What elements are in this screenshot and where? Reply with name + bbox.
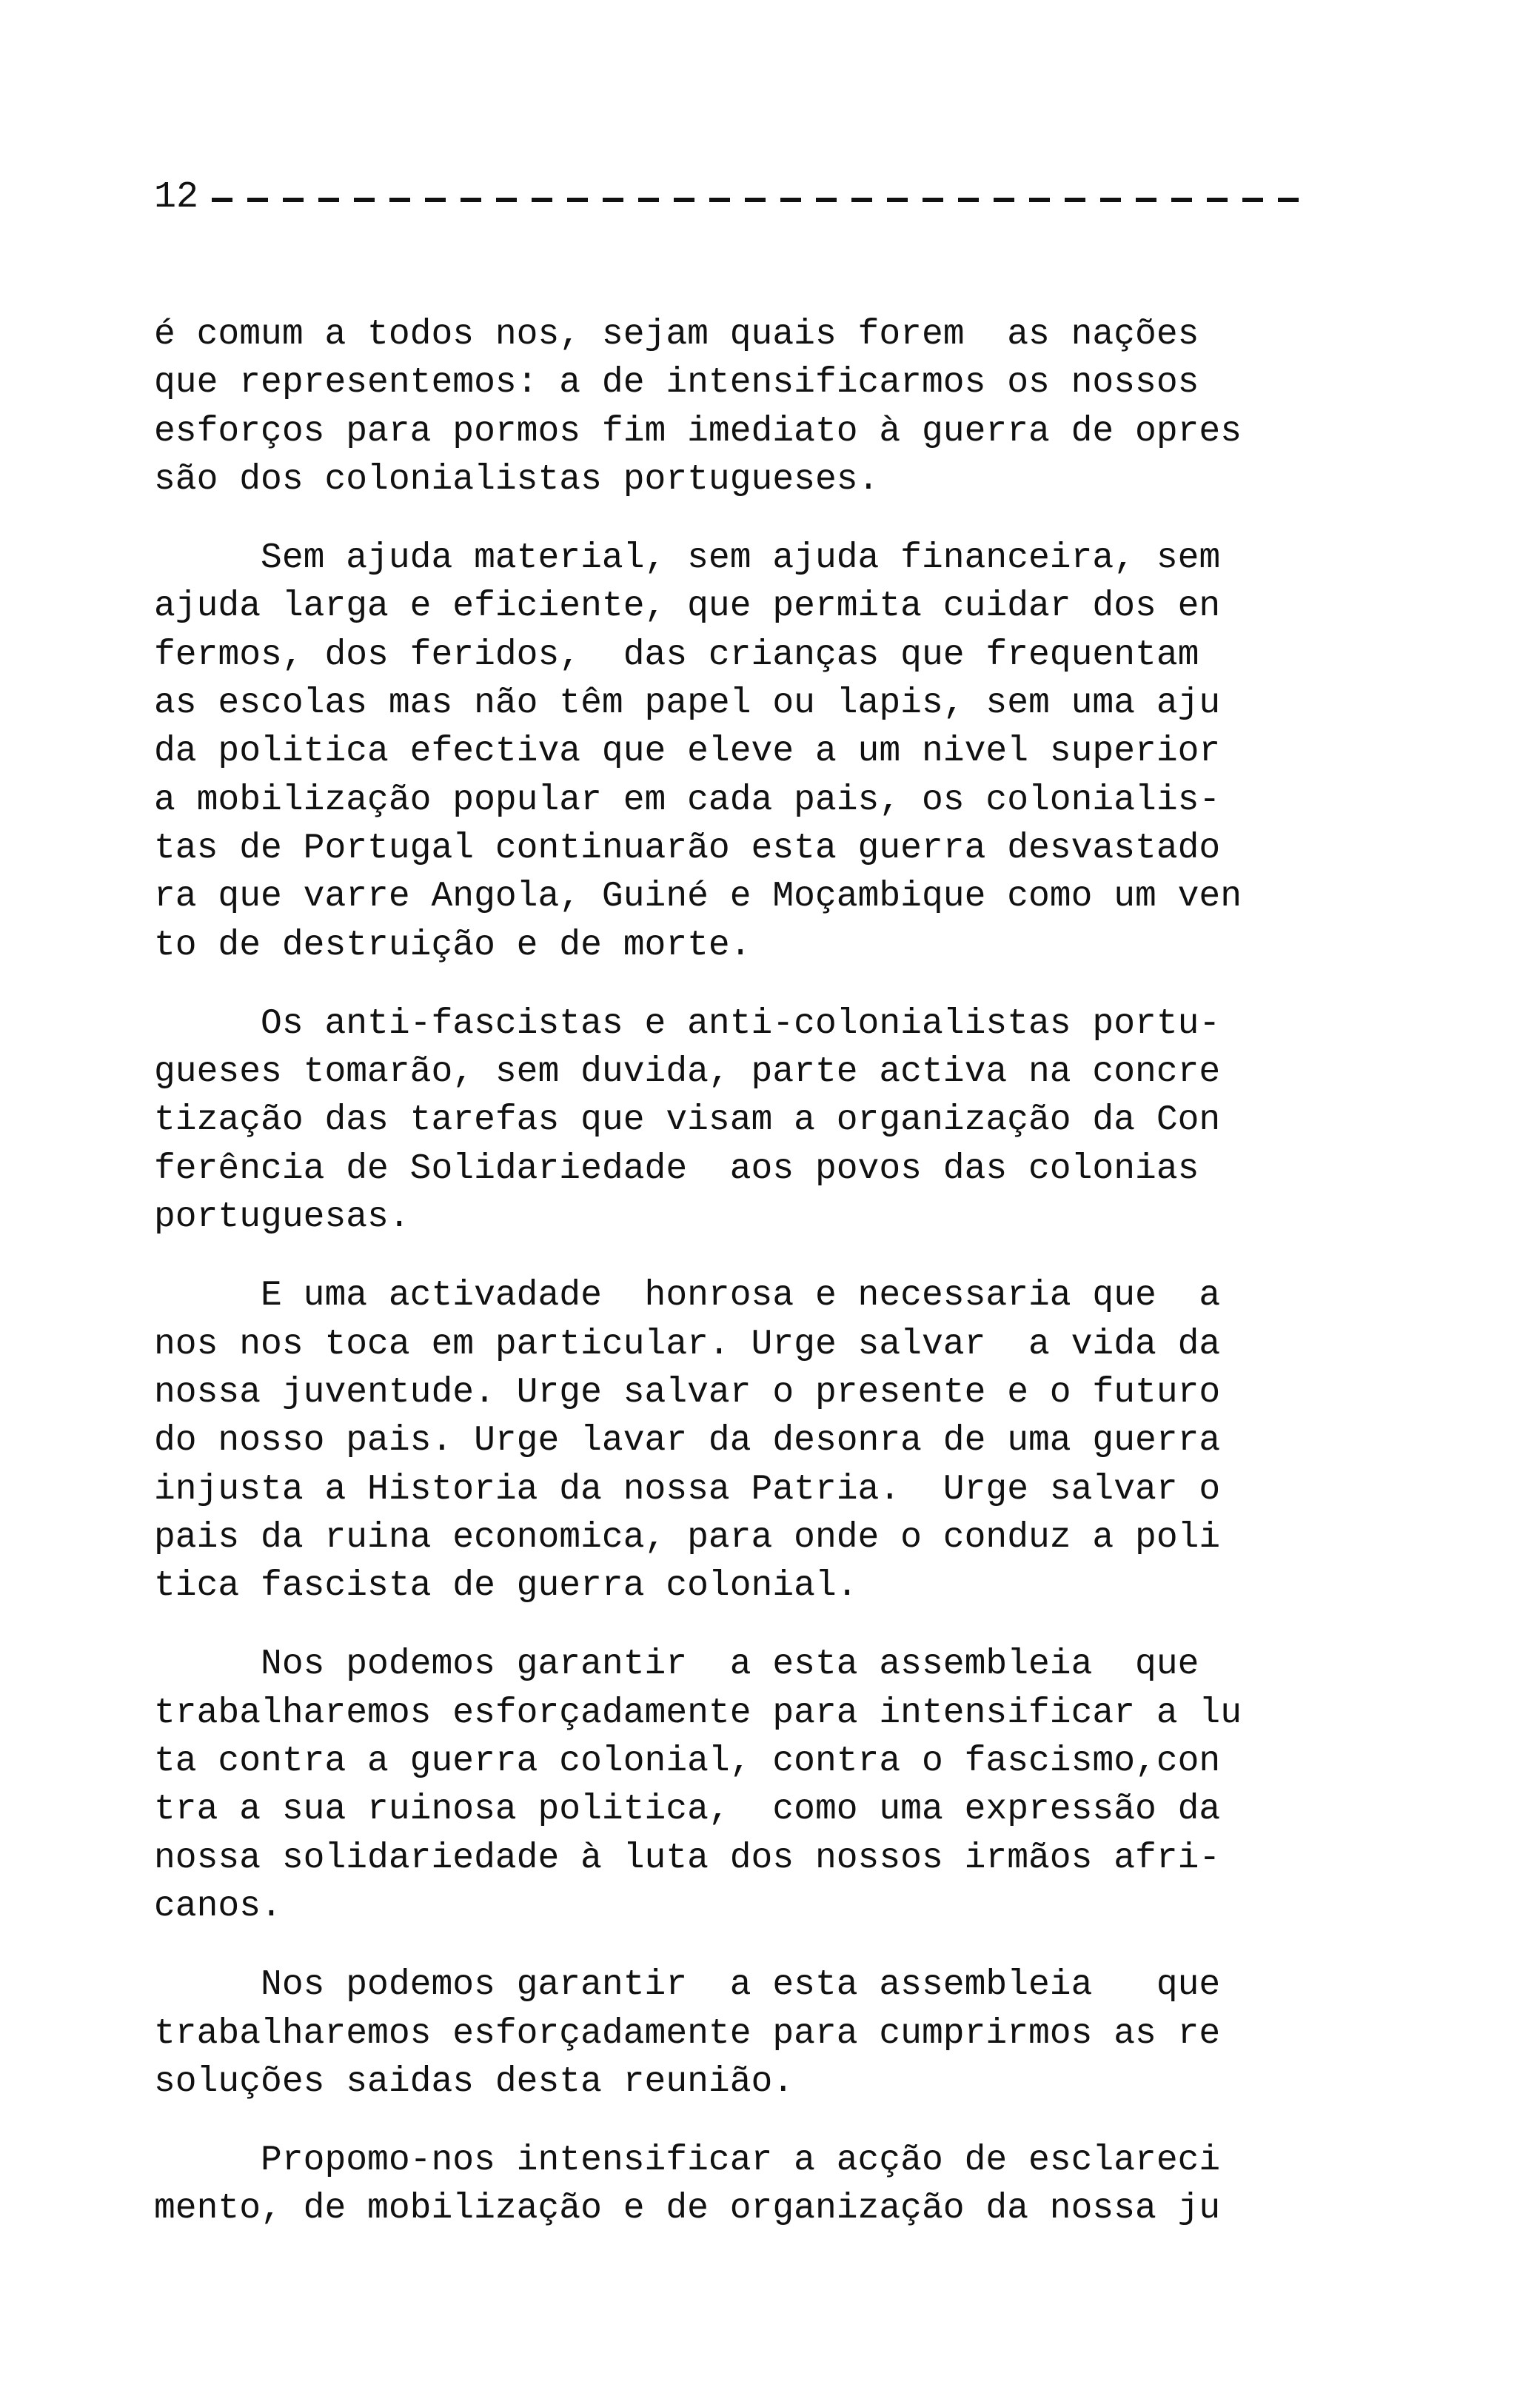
text-line: Os anti-fascistas e anti-colonialistas portu- [154, 1003, 1221, 1044]
page-number: 12 [154, 176, 199, 218]
text-line: ra que varre Angola, Guiné e Moçambique como um ven [154, 877, 1242, 917]
text-line: nossa solidariedade à luta dos nossos irmãos afri- [154, 1838, 1221, 1878]
text-line: do nosso pais. Urge lavar da desonra de uma guerra [154, 1421, 1221, 1462]
page-header [154, 172, 1309, 224]
text-line: E uma activadade honrosa e necessaria que a [154, 1276, 1221, 1316]
text-line: tização das tarefas que visam a organização da Con [154, 1100, 1221, 1141]
text-line: a mobilização popular em cada pais, os colonialis- [154, 780, 1221, 820]
text-line: que representemos: a de intensificarmos os nossos [154, 363, 1199, 404]
text-line: tra a sua ruinosa politica, como uma expressão da [154, 1790, 1221, 1830]
text-line: to de destruição e de morte. [154, 925, 751, 965]
text-line: nossa juventude. Urge salvar o presente e o futuro [154, 1372, 1221, 1413]
text-line: as escolas mas não têm papel ou lapis, sem uma aju [154, 683, 1221, 724]
text-line: portuguesas. [154, 1197, 410, 1238]
paragraph [154, 2137, 1316, 2234]
text-line: soluções saidas desta reunião. [154, 2061, 794, 2102]
text-line: trabalharemos esforçadamente para intensificar a lu [154, 1693, 1242, 1733]
paragraph [154, 1961, 1316, 2106]
text-line: fermos, dos feridos, das crianças que frequentam [154, 635, 1199, 675]
text-line: Sem ajuda material, sem ajuda financeira, sem [154, 538, 1221, 579]
paragraph [154, 1641, 1316, 1931]
text-line: da politica efectiva que eleve a um nivel superior [154, 732, 1221, 772]
text-line: tica fascista de guerra colonial. [154, 1566, 858, 1607]
text-line: tas de Portugal continuarão esta guerra desvastado [154, 828, 1221, 868]
paragraph [154, 535, 1316, 970]
text-line: mento, de mobilização e de organização da nossa ju [154, 2189, 1221, 2229]
dashed-rule [212, 198, 1309, 202]
text-line: ta contra a guerra colonial, contra o fascismo,con [154, 1741, 1221, 1782]
text-line: esforços para pormos fim imediato à guerra de opres [154, 411, 1242, 452]
text-line: canos. [154, 1886, 282, 1927]
body-text [154, 311, 1316, 2264]
paragraph [154, 1000, 1316, 1242]
text-line: trabalharemos esforçadamente para cumprirmos as re [154, 2013, 1221, 2054]
text-line: Propomo-nos intensificar a acção de esclareci [154, 2141, 1221, 2181]
text-line: são dos colonialistas portugueses. [154, 459, 880, 500]
text-line: pais da ruina economica, para onde o conduz a poli [154, 1517, 1221, 1558]
text-line: ferência de Solidariedade aos povos das colonias [154, 1148, 1199, 1189]
text-line: Nos podemos garantir a esta assembleia que [154, 1644, 1199, 1685]
text-line: nos nos toca em particular. Urge salvar a vida da [154, 1324, 1221, 1365]
text-line: é comum a todos nos, sejam quais forem as nações [154, 315, 1199, 355]
paragraph [154, 311, 1316, 504]
text-line: injusta a Historia da nossa Patria. Urge salvar o [154, 1469, 1221, 1510]
text-line: ajuda larga e eficiente, que permita cuidar dos en [154, 586, 1221, 627]
text-line: gueses tomarão, sem duvida, parte activa na concre [154, 1052, 1221, 1093]
text-line: Nos podemos garantir a esta assembleia que [154, 1965, 1221, 2006]
paragraph [154, 1272, 1316, 1610]
